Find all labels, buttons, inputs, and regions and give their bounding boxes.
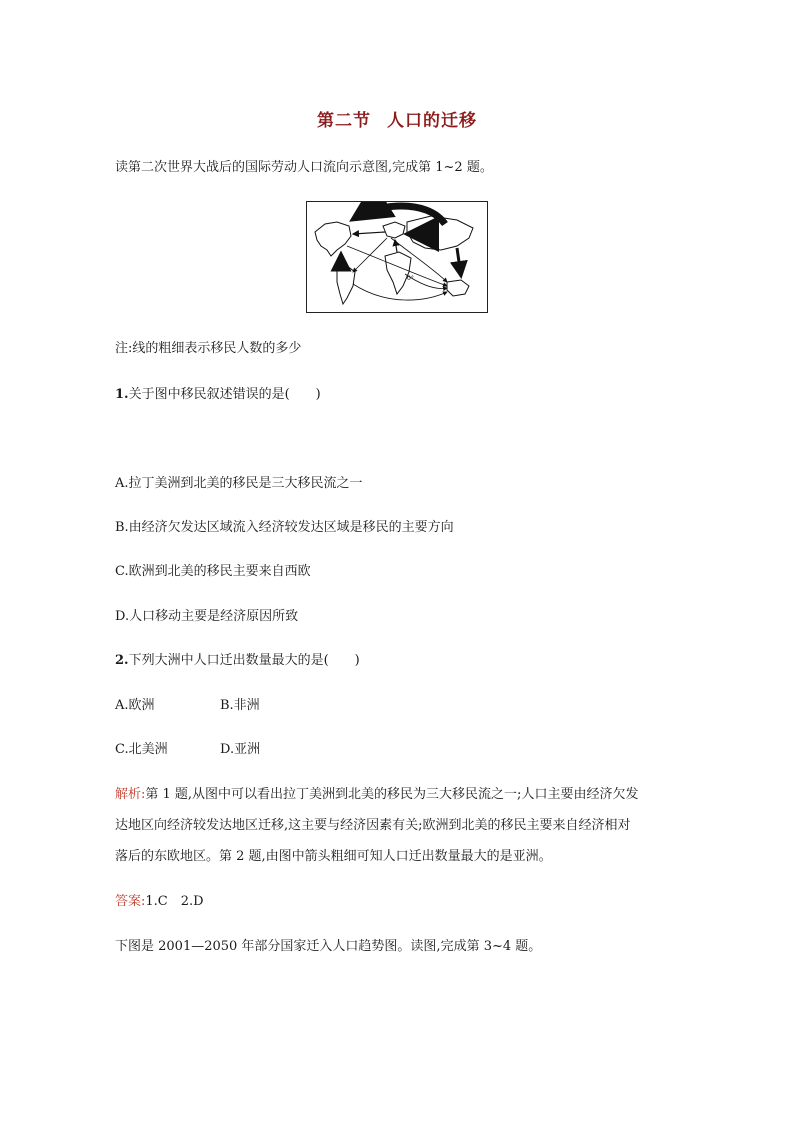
section-name: 人口的迁移	[387, 111, 477, 131]
answer-label: 答案:	[115, 894, 146, 909]
q2-option-d: D.亚洲	[220, 742, 261, 757]
question-2	[115, 652, 360, 670]
africa-shape	[385, 252, 411, 294]
q1-option-c: C.欧洲到北美的移民主要来自西欧	[115, 564, 311, 579]
arrow-asia-australia	[457, 248, 461, 276]
answer-line	[115, 893, 204, 911]
q1-option-a: A.拉丁美洲到北美的移民是三大移民流之一	[115, 476, 363, 491]
analysis-text-1: 第 1 题,从图中可以看出拉丁美洲到北美的移民为三大移民流之一;人口主要由经济欠发	[145, 787, 639, 802]
page-title	[0, 106, 794, 131]
question-1-stem: 关于图中移民叙述错误的是( )	[128, 387, 321, 402]
question-1	[115, 386, 321, 404]
world-map-graphic	[307, 202, 486, 311]
north-america-shape	[315, 222, 351, 256]
q2-options-row-2	[115, 741, 260, 759]
intro-text-2: 下图是 2001—2050 年部分国家迁入人口趋势图。读图,完成第 3~4 题。	[115, 939, 542, 954]
analysis-line-2: 达地区向经济较发达地区迁移,这主要与经济因素有关;欧洲到北美的移民主要来自经济相对	[115, 818, 631, 833]
migration-map	[306, 201, 488, 313]
section-number: 第二节	[317, 111, 371, 131]
q1-option-b: B.由经济欠发达区域流入经济较发达区域是移民的主要方向	[115, 520, 454, 535]
q2-option-a: A.欧洲	[115, 698, 155, 713]
question-1-number: 1.	[115, 387, 129, 402]
question-2-number: 2.	[115, 653, 129, 668]
q2-option-c: C.北美洲	[115, 742, 168, 757]
intro-text-1: 读第二次世界大战后的国际劳动人口流向示意图,完成第 1~2 题。	[115, 160, 493, 175]
question-2-stem: 下列大洲中人口迁出数量最大的是( )	[128, 653, 360, 668]
answer-text: 1.C 2.D	[145, 894, 204, 909]
equator-label: 0°	[407, 275, 414, 282]
map-note: 注:线的粗细表示移民人数的多少	[115, 341, 302, 356]
q1-option-d: D.人口移动主要是经济原因所致	[115, 609, 299, 624]
analysis-line-1	[115, 786, 638, 804]
q2-option-b: B.非洲	[220, 698, 260, 713]
analysis-label: 解析:	[115, 787, 146, 802]
arrow-europe-north-america	[353, 232, 385, 234]
europe-shape	[383, 222, 405, 238]
analysis-line-3: 落后的东欧地区。第 2 题,由图中箭头粗细可知人口迁出数量最大的是亚洲。	[115, 849, 552, 864]
australia-shape	[447, 280, 469, 296]
q2-options-row-1	[115, 697, 260, 715]
south-america-shape	[337, 266, 355, 304]
